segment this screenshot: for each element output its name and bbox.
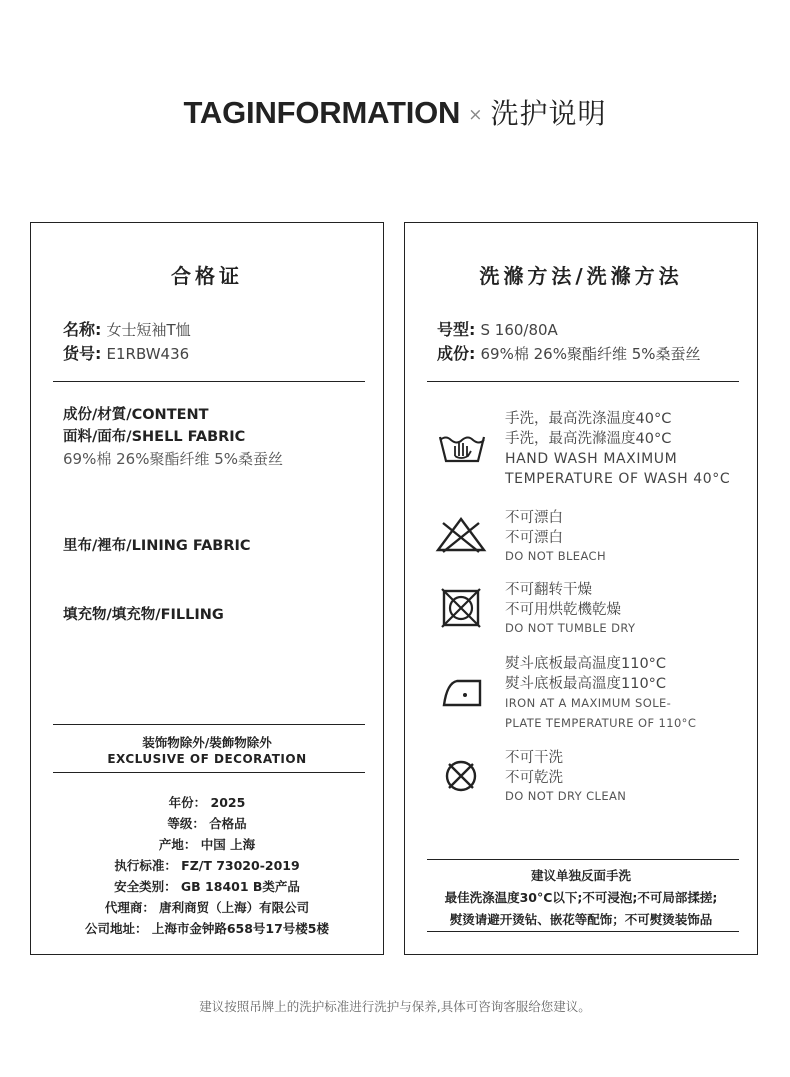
advice-heading: 建议单独反面手洗 bbox=[530, 868, 631, 883]
shell-fabric-value: 69%棉 26%聚酯纤维 5%桑蚕丝 bbox=[63, 450, 284, 468]
filling-heading: 填充物/填充物/FILLING bbox=[63, 607, 224, 623]
care-no-tumble-dry-en: DO NOT TUMBLE DRY bbox=[505, 621, 636, 635]
advice-line-2: 熨烫请避开烫钻、嵌花等配饰；不可熨烫装饰品 bbox=[449, 912, 713, 927]
no-tumble-dry-icon bbox=[441, 588, 481, 628]
certificate-card bbox=[30, 222, 384, 955]
info-year: 年份： 2025 bbox=[168, 795, 246, 810]
lining-fabric-heading: 里布/裡布/LINING FABRIC bbox=[63, 538, 251, 554]
header-title-en: TAGINFORMATION bbox=[183, 95, 461, 130]
divider bbox=[53, 381, 365, 382]
care-hand-wash-cn1: 手洗，最高洗涤温度40°C bbox=[505, 411, 672, 427]
care-hand-wash-cn2: 手洗，最高洗滌溫度40°C bbox=[505, 431, 672, 447]
care-no-dry-clean-cn1: 不可干洗 bbox=[505, 750, 563, 766]
divider bbox=[427, 381, 739, 382]
size-label: 号型: bbox=[437, 320, 476, 339]
header-title-cn: 洗护说明 bbox=[490, 97, 607, 130]
item-number-label: 货号: bbox=[63, 344, 102, 363]
no-dry-clean-icon bbox=[443, 758, 479, 794]
product-name-value: 女士短袖T恤 bbox=[106, 321, 191, 339]
divider bbox=[427, 859, 739, 860]
care-title: 洗滌方法/洗滌方法 bbox=[479, 264, 683, 288]
footer-note: 建议按照吊牌上的洗护标准进行洗护与保养,具体可咨询客服给您建议。 bbox=[199, 999, 591, 1014]
product-name-row bbox=[63, 317, 191, 340]
shell-fabric-heading: 面料/面布/SHELL FABRIC bbox=[63, 429, 246, 445]
info-address: 公司地址： 上海市金钟路658号17号楼5楼 bbox=[84, 921, 330, 936]
content-heading: 成份/材質/CONTENT bbox=[63, 407, 209, 423]
decoration-cn: 装饰物除外/裝飾物除外 bbox=[142, 735, 272, 750]
certificate-title: 合格证 bbox=[171, 264, 243, 288]
care-iron-cn2: 熨斗底板最高溫度110°C bbox=[505, 676, 667, 692]
care-hand-wash-en2: TEMPERATURE OF WASH 40°C bbox=[505, 471, 731, 487]
divider bbox=[427, 931, 739, 932]
divider bbox=[53, 724, 365, 725]
page-header bbox=[0, 92, 790, 132]
info-origin: 产地： 中国 上海 bbox=[158, 837, 256, 852]
care-no-tumble-dry-cn1: 不可翻转干燥 bbox=[505, 582, 592, 598]
care-no-bleach-en: DO NOT BLEACH bbox=[505, 549, 607, 563]
care-no-dry-clean-en: DO NOT DRY CLEAN bbox=[505, 789, 627, 803]
item-number-value: E1RBW436 bbox=[106, 345, 190, 363]
care-hand-wash-en1: HAND WASH MAXIMUM bbox=[505, 451, 678, 467]
iron-icon bbox=[441, 675, 483, 709]
composition-value: 69%棉 26%聚酯纤维 5%桑蚕丝 bbox=[480, 345, 701, 363]
info-safety: 安全类别： GB 18401 B类产品 bbox=[114, 879, 300, 894]
care-no-dry-clean-cn2: 不可乾洗 bbox=[505, 770, 563, 786]
composition-label: 成份: bbox=[437, 344, 476, 363]
info-grade: 等级： 合格品 bbox=[167, 816, 247, 831]
product-name-label: 名称: bbox=[63, 320, 102, 339]
care-iron-cn1: 熨斗底板最高温度110°C bbox=[505, 656, 667, 672]
no-bleach-icon bbox=[435, 516, 487, 554]
care-card bbox=[404, 222, 758, 955]
hand-wash-icon bbox=[437, 429, 487, 465]
size-value: S 160/80A bbox=[480, 321, 558, 339]
size-row bbox=[437, 317, 558, 340]
advice-line-1: 最佳洗涤温度30°C以下;不可浸泡;不可局部揉搓; bbox=[444, 890, 718, 905]
care-no-tumble-dry-cn2: 不可用烘乾機乾燥 bbox=[505, 602, 621, 618]
header-separator: × bbox=[468, 105, 483, 125]
item-number-row bbox=[63, 341, 189, 364]
care-no-bleach-cn1: 不可漂白 bbox=[505, 510, 563, 526]
care-iron-en2: PLATE TEMPERATURE OF 110°C bbox=[505, 716, 697, 730]
composition-row bbox=[437, 341, 701, 364]
care-no-bleach-cn2: 不可漂白 bbox=[505, 530, 563, 546]
decoration-en: EXCLUSIVE OF DECORATION bbox=[107, 752, 307, 766]
divider bbox=[53, 772, 365, 773]
info-standard: 执行标准： FZ/T 73020-2019 bbox=[114, 858, 300, 873]
care-iron-en1: IRON AT A MAXIMUM SOLE- bbox=[505, 696, 672, 710]
info-agent: 代理商： 唐利商贸（上海）有限公司 bbox=[104, 900, 310, 915]
